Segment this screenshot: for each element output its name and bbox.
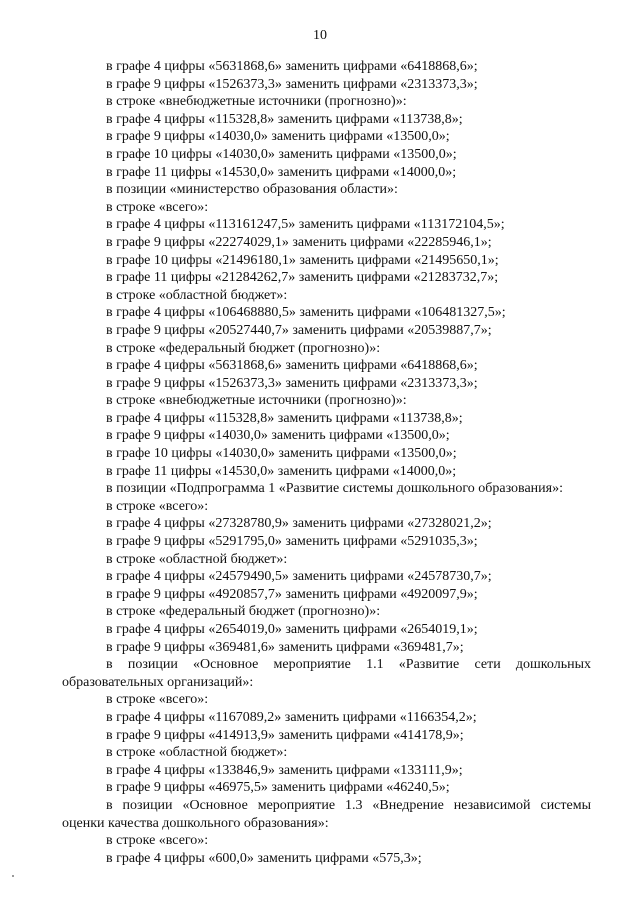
text-line: в графе 4 цифры «27328780,9» заменить цифрами «27328021,2»; [106,516,492,532]
text-line: в строке «областной бюджет»: [106,551,288,567]
text-line: в строке «всего»: [106,199,209,215]
text-line: в графе 9 цифры «1526373,3» заменить цифрами «2313373,3»; [106,375,478,391]
text-line: в графе 11 цифры «14530,0» заменить цифрами «14000,0»; [106,164,457,180]
text-line: в строке «всего»: [106,692,209,708]
text-line: в строке «областной бюджет»: [106,287,288,303]
text-line: в графе 4 цифры «600,0» заменить цифрами «575,3»; [106,850,422,866]
text-line: в строке «всего»: [106,498,209,514]
text-line-continuation: оценки качества дошкольного образования»: [62,815,329,831]
text-line: в графе 4 цифры «2654019,0» заменить цифрами «2654019,1»; [106,622,478,637]
text-line: в графе 10 цифры «21496180,1» заменить цифрами «21495650,1»; [106,252,499,268]
text-line: в графе 9 цифры «5291795,0» заменить цифрами «5291035,3»; [106,534,478,550]
text-line: в графе 9 цифры «46975,5» заменить цифрами «46240,5»; [106,780,450,796]
text-line: в позиции «министерство образования области»: [106,182,398,198]
text-line: в графе 9 цифры «20527440,7» заменить цифрами «20539887,7»; [106,322,492,338]
text-line: в графе 10 цифры «14030,0» заменить цифрами «13500,0»; [106,146,457,162]
text-line: в строке «федеральный бюджет (прогнозно)»: [106,604,381,620]
page-number: 10 [313,28,327,43]
text-line: в строке «всего»: [106,833,209,849]
text-line: в строке «внебюджетные источники (прогнозно)»: [106,94,407,110]
text-line: в графе 4 цифры «5631868,6» заменить цифрами «6418868,6»; [106,59,478,74]
text-line: в графе 4 цифры «5631868,6» заменить цифрами «6418868,6»; [106,358,478,374]
text-line: в графе 4 цифры «113161247,5» заменить цифрами «113172104,5»; [106,217,505,233]
text-line: в графе 10 цифры «14030,0» заменить цифрами «13500,0»; [106,446,457,462]
text-line: в графе 9 цифры «14030,0» заменить цифрами «13500,0»; [106,129,450,145]
text-line: в графе 11 цифры «14530,0» заменить цифрами «14000,0»; [106,463,457,479]
text-line: в строке «областной бюджет»: [106,745,288,761]
text-line: в графе 9 цифры «22274029,1» заменить цифрами «22285946,1»; [106,234,492,250]
text-line: в строке «внебюджетные источники (прогнозно)»: [106,393,407,409]
text-line: в графе 4 цифры «106468880,5» заменить цифрами «106481327,5»; [106,305,506,321]
text-line: в позиции «Основное мероприятие 1.1 «Развитие сети дошкольных [106,657,591,673]
text-line: в графе 4 цифры «115328,8» заменить цифрами «113738,8»; [106,410,463,426]
document-body [62,58,591,867]
text-line: в графе 9 цифры «414913,9» заменить цифрами «414178,9»; [106,727,464,743]
scan-speck [12,875,14,877]
text-line: в позиции «Подпрограмма 1 «Развитие системы дошкольного образования»: [106,481,563,497]
text-line: в графе 4 цифры «24579490,5» заменить цифрами «24578730,7»; [106,569,492,585]
text-line: в графе 9 цифры «369481,6» заменить цифрами «369481,7»; [106,639,464,655]
text-line: в графе 11 цифры «21284262,7» заменить цифрами «21283732,7»; [106,270,499,286]
text-line: в графе 4 цифры «1167089,2» заменить цифрами «1166354,2»; [106,709,477,725]
text-line-continuation: образовательных организаций»: [62,674,254,690]
text-line: в графе 4 цифры «115328,8» заменить цифрами «113738,8»; [106,111,463,127]
text-line: в графе 9 цифры «4920857,7» заменить цифрами «4920097,9»; [106,586,478,602]
text-line: в позиции «Основное мероприятие 1.3 «Внедрение независимой системы [106,797,591,813]
text-line: в графе 4 цифры «133846,9» заменить цифрами «133111,9»; [106,762,463,778]
text-line: в графе 9 цифры «14030,0» заменить цифрами «13500,0»; [106,428,450,444]
text-line: в строке «федеральный бюджет (прогнозно)»: [106,340,381,356]
text-line: в графе 9 цифры «1526373,3» заменить цифрами «2313373,3»; [106,76,478,92]
